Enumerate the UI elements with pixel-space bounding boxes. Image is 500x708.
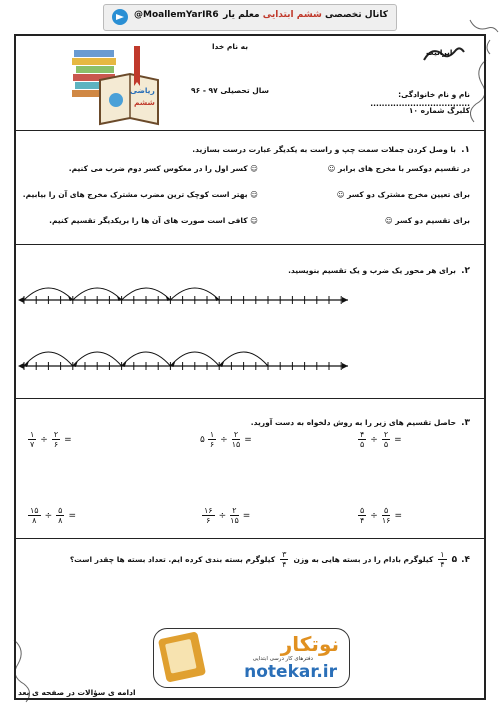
axis-arrow xyxy=(342,363,348,369)
channel-title: کانال تخصصی ششم ابتدایی معلم یار xyxy=(223,10,388,20)
divider xyxy=(15,538,485,539)
divide-sign: ÷ xyxy=(40,434,48,445)
q3-prompt: ۳. حاصل تقسیم های زیر را به روش دلخواه به دست آورید. xyxy=(250,418,470,428)
whole-number: ۵ xyxy=(200,434,205,445)
fraction: $\frac{۲}{۶}$ xyxy=(53,430,59,449)
fraction: $\frac{۱}{۶}$ xyxy=(209,430,215,449)
equals-sign: = xyxy=(68,510,76,521)
bismillah: به نام خدا xyxy=(211,42,249,51)
school-logo: ایرانیت xyxy=(420,42,468,66)
fraction: $\frac{۲}{۵}$ xyxy=(383,430,389,449)
divider xyxy=(15,244,485,245)
book-illustration: ریاضی ششم xyxy=(70,40,160,128)
division-exercise xyxy=(356,430,404,449)
fraction: $\frac{۴}{۵}$ xyxy=(360,430,365,449)
divide-sign: ÷ xyxy=(218,510,227,521)
number-lines xyxy=(0,280,500,390)
division-exercise xyxy=(26,506,78,525)
q1-right-item: برای تقسیم دو کسر ☺ xyxy=(384,216,470,225)
division-exercise xyxy=(26,430,74,449)
division-exercise xyxy=(200,506,252,525)
name-field-label: نام و نام خانوادگی: ................................... xyxy=(370,90,470,108)
divide-sign: ÷ xyxy=(44,510,53,521)
equals-sign: = xyxy=(244,434,252,445)
divider xyxy=(15,398,485,399)
q1-left-item: ☺ کافی است صورت های آن ها را بریکدیگر تقسیم کنیم. xyxy=(49,216,258,225)
equals-sign: = xyxy=(394,510,402,521)
fraction: $\frac{۵}{۴}$ xyxy=(360,506,365,525)
axis-arrow xyxy=(342,297,348,303)
axis-arrow xyxy=(18,297,24,303)
axis-arrow xyxy=(18,363,24,369)
q1-left-item: ☺ کسر اول را در معکوس کسر دوم ضرب می کنیم. xyxy=(68,164,258,173)
channel-handle: @MoallemYarIR6 xyxy=(134,10,219,20)
q4-question: ۴. ۵ $\frac{۱}{۴}$ کیلوگرم بادام را در بسته هایی به وزن $\frac{۳}{۴}$ کیلوگرم بسته بندی کرده ایم. تعداد بسته ها چقدر است؟ xyxy=(69,550,470,569)
divide-sign: ÷ xyxy=(220,434,228,445)
division-exercise xyxy=(356,506,404,525)
fraction: $\frac{۱۶}{۶}$ xyxy=(204,506,213,525)
school-year: سال تحصیلی ۹۷ - ۹۶ xyxy=(191,86,269,95)
divide-sign: ÷ xyxy=(370,510,378,521)
divider xyxy=(15,130,485,131)
q1-left-item: ☺ بهتر است کوچک ترین مضرب مشترک مخرج های آن را بیابیم. xyxy=(22,190,258,199)
equals-sign: = xyxy=(64,434,72,445)
q1-prompt: ۱. با وصل کردن جملات سمت چپ و راست به یکدیگر عبارت درست بسازید. xyxy=(192,145,470,155)
equals-sign: = xyxy=(394,434,402,445)
fraction: $\frac{۲}{۱۵}$ xyxy=(231,430,241,449)
fraction: $\frac{۵}{۸}$ xyxy=(58,506,63,525)
worksheet-number: کلبرگ شماره ۱۰ xyxy=(408,106,470,115)
notebook-icon xyxy=(158,631,206,682)
q2-prompt: ۲. برای هر محور یک ضرب و یک تقسیم بنویسید. xyxy=(288,266,470,276)
fraction: $\frac{۵}{۱۶}$ xyxy=(381,506,391,525)
fraction: $\frac{۱}{۷}$ xyxy=(30,430,35,449)
q1-right-item: در تقسیم دوکسر با مخرج های برابر ☺ xyxy=(327,164,470,173)
notekar-logo[interactable]: نوتکار دفترهای کار درسی ابتدایی notekar.ir xyxy=(153,628,350,688)
equals-sign: = xyxy=(242,510,251,521)
divide-sign: ÷ xyxy=(370,434,378,445)
q1-right-item: برای تعیین مخرج مشترک دو کسر ☺ xyxy=(336,190,470,199)
continue-note: ادامه ی سؤالات در صفحه ی بعد xyxy=(18,688,136,697)
fraction: $\frac{۱۵}{۸}$ xyxy=(30,506,39,525)
division-exercise xyxy=(200,430,254,449)
fraction: $\frac{۲}{۱۵}$ xyxy=(230,506,239,525)
